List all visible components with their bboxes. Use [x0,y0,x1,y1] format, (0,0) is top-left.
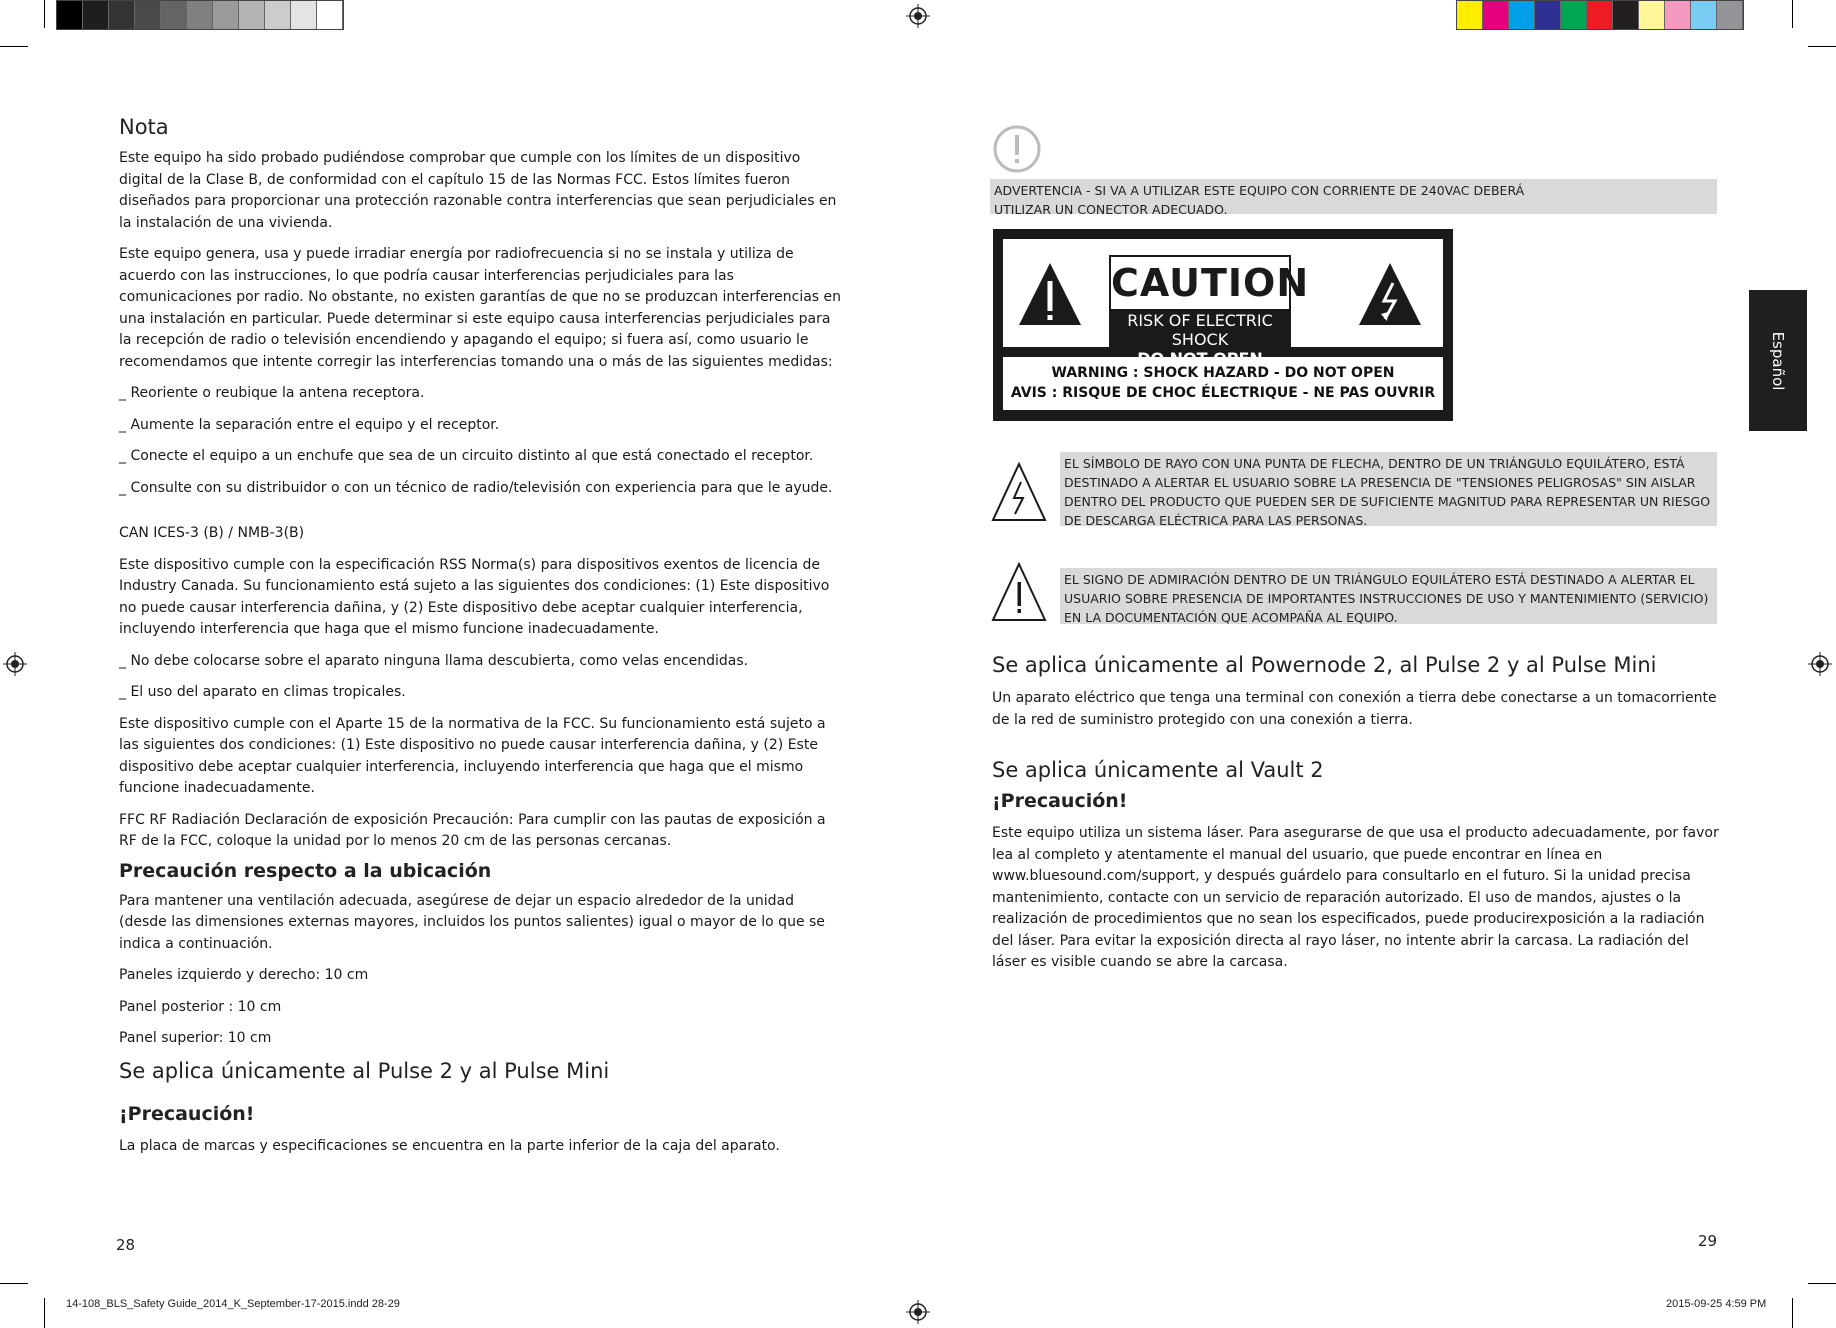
pulse-section-title: Se aplica únicamente al Pulse 2 y al Pulse Mini [119,1058,610,1083]
color-swatch [1639,1,1665,29]
color-swatch [317,1,343,29]
registration-mark-icon [906,1300,930,1324]
exclamation-triangle-icon [991,560,1047,624]
warning-french: AVIS : RISQUE DE CHOC ÉLECTRIQUE - NE PAS OUVRIR [1010,385,1436,401]
lightning-triangle-icon [1357,261,1423,327]
color-swatch [135,1,161,29]
caution-label-top [1003,239,1443,347]
bullet-item: _ Reoriente o reubique la antena receptora. [119,385,425,401]
registration-mark-icon [3,652,27,676]
ubicacion-title: Precaución respecto a la ubicación [119,859,492,882]
vault-precaucion-title: ¡Precaución! [992,790,1128,812]
color-swatch [265,1,291,29]
rayo-symbol-box: EL SÍMBOLO DE RAYO CON UNA PUNTA DE FLECHA, DENTRO DE UN TRIÁNGULO EQUILÁTERO, ESTÁ DESTINADO A ALERTAR EL USUARIO SOBRE LA PRESENCIA DE "TENSIONES PELIGROSAS" SIN AISLAR DENTRO DEL PRODUCTO QUE PUEDEN SER DE SUFICIENTE MAGNITUD PARA REPRESENTAR UN RIESGO DE DESCARGA ELÉCTRICA PARA LAS PERSONAS. [1060,452,1717,526]
footer-date: 2015-09-25 4:59 PM [1666,1298,1767,1310]
admiracion-symbol-box: EL SIGNO DE ADMIRACIÓN DENTRO DE UN TRIÁNGULO EQUILÁTERO ESTÁ DESTINADO A ALERTAR EL USUARIO SOBRE PRESENCIA DE IMPORTANTES INSTRUCCIONES DE USO Y MANTENIMIENTO (SERVICIO) EN LA DOCUMENTACIÓN QUE ACOMPAÑA AL EQUIPO. [1060,568,1717,624]
exclamation-triangle-icon [1017,261,1083,327]
color-swatch [1457,1,1483,29]
paragraph-grounding: Un aparato eléctrico que tenga una terminal con conexión a tierra debe conectarse a un tomacorriente de la red de suministro protegido con una conexión a tierra. [992,690,1717,728]
precaucion-title: ¡Precaución! [119,1102,255,1125]
process-color-bar [1456,0,1744,30]
color-swatch [83,1,109,29]
registration-mark-icon [1808,652,1832,676]
color-swatch [1665,1,1691,29]
lightning-triangle-icon [991,460,1047,524]
caution-label [993,229,1453,421]
crop-mark [1808,1283,1836,1284]
nota-title: Nota [119,115,169,139]
caution-label-bottom [1003,357,1443,410]
paragraph-fcc-part-15: Este dispositivo cumple con el Aparte 15 de la normativa de la FCC. Su funcionamiento está sujeto a las siguientes dos condiciones: (1) Este dispositivo no puede causar interferencia dañina, y (2) Este dispositivo debe aceptar cualquier interferencia, incluyendo interferencia que haga que el mismo funcione inadecuadamente. [119,715,826,796]
color-swatch [1509,1,1535,29]
color-swatch [57,1,83,29]
grayscale-color-bar [56,0,344,30]
crop-mark [0,46,28,47]
color-swatch [1587,1,1613,29]
footer-file-name: 14-108_BLS_Safety Guide_2014_K_September-17-2015.indd 28-29 [66,1298,400,1310]
paragraph-fcc-interference: Este equipo genera, usa y puede irradiar energía por radiofrecuencia si no se instala y utiliza de acuerdo con las instrucciones, lo que podría causar interferencias perjudiciales para las comunicaciones por radio. No obstante, no existen garantías de que no se produzcan interferencias en una instalación en particular. Puede determinar si este equipo causa interferencias perjudiciales para la recepción de radio o televisión encendiendo y apagando el equipo; si fuera así, como usuario le recomendamos que intente corregir las interferencias tomando una o más de las siguientes medidas: [119,246,842,370]
color-swatch [1717,1,1743,29]
vault-section-title: Se aplica únicamente al Vault 2 [992,758,1324,782]
color-swatch [1535,1,1561,29]
paragraph-label-location: La placa de marcas y especificaciones se encuentra en la parte inferior de la caja del aparato. [119,1137,780,1154]
right-page-content [992,652,1719,974]
bullet-item: _ Consulte con su distribuidor o con un técnico de radio/televisión con experiencia para que le ayude. [119,479,833,496]
paragraph-fcc-class-b: Este equipo ha sido probado pudiéndose comprobar que cumple con los límites de un dispositivo digital de la Clase B, de conformidad con el capítulo 15 de las Normas FCC. Estos límites fueron diseñados para proporcionar una protección razonable contra interferencias que sean perjudiciales en la instalación de una vivienda. [119,150,837,231]
caution-title: CAUTION [1111,261,1310,305]
caution-line-1: RISK OF ELECTRIC SHOCK [1127,311,1273,349]
warning-english: WARNING : SHOCK HAZARD - DO NOT OPEN [1051,365,1395,381]
bullet-item: _ Aumente la separación entre el equipo y el receptor. [119,416,500,433]
spacing-rear: Panel posterior : 10 cm [119,998,282,1015]
paragraph-industry-canada: Este dispositivo cumple con la especificación RSS Norma(s) para dispositivos exentos de licencia de Industry Canada. Su funcionamiento está sujeto a las siguientes dos condiciones: (1) Este dispositivo no puede causar interferencia dañina, y (2) Este dispositivo debe aceptar cualquier interferencia, incluyendo interferencia que haga que el mismo funcione inadecuadamente. [119,556,830,637]
caution-subtitle [1111,309,1289,351]
color-swatch [213,1,239,29]
paragraph-laser: Este equipo utiliza un sistema láser. Para asegurarse de que usa el producto adecuadamente, por favor lea al completo y atentamente el manual del usuario, que puede encontrar en línea en www.bluesound.com/support, y después guárdelo para consultarlo en el futuro. Si la unidad precisa mantenimiento, contacte con un servicio de reparación autorizado. El uso de mandos, ajustes o la realización de procedimientos que no sean los especificados, puede producirexposición a la radiación del láser. Para evitar la exposición directa al rayo láser, no intente abrir la carcasa. La radiación del láser es visible cuando se abre la carcasa. [992,825,1719,970]
left-page-content [119,114,841,1157]
powernode-section-title: Se aplica únicamente al Powernode 2, al Pulse 2 y al Pulse Mini [992,653,1657,677]
crop-mark [44,0,45,28]
color-swatch [1691,1,1717,29]
crop-mark [1792,1298,1793,1328]
crop-mark [1808,46,1836,47]
color-swatch [161,1,187,29]
color-swatch [1561,1,1587,29]
language-side-tab [1749,290,1807,431]
paragraph-ventilation: Para mantener una ventilación adecuada, asegúrese de dejar un espacio alrededor de la unidad (desde las dimensiones externas mayores, incluidos los puntos salientes) igual o mayor de lo que se indica a continuación. [119,892,825,952]
crop-mark [44,1298,45,1328]
color-swatch [1613,1,1639,29]
color-swatch [239,1,265,29]
bullet-item: _ El uso del aparato en climas tropicales. [119,684,406,700]
advertencia-box: ADVERTENCIA - SI VA A UTILIZAR ESTE EQUIPO CON CORRIENTE DE 240VAC DEBERÁ UTILIZAR UN CONECTOR ADECUADO. [990,179,1717,214]
exclamation-circle-icon [992,124,1042,174]
spacing-sides: Paneles izquierdo y derecho: 10 cm [119,967,369,983]
crop-mark [0,1283,28,1284]
can-ices-title: CAN ICES-3 (B) / NMB-3(B) [119,525,305,541]
paragraph-rf-exposure: FFC RF Radiación Declaración de exposición Precaución: Para cumplir con las pautas de exposición a RF de la FCC, coloque la unidad por lo menos 20 cm de las personas cercanas. [119,811,826,849]
caution-box [1109,255,1310,351]
color-swatch [1483,1,1509,29]
registration-mark-icon [906,4,930,28]
color-swatch [291,1,317,29]
side-tab-label: Español [1769,331,1787,390]
color-swatch [109,1,135,29]
color-swatch [187,1,213,29]
bullet-item: _ Conecte el equipo a un enchufe que sea de un circuito distinto al que está conectado el receptor. [119,448,814,464]
bullet-item: _ No debe colocarse sobre el aparato ninguna llama descubierta, como velas encendidas. [119,652,749,669]
crop-mark [1792,0,1793,28]
page-number-right: 29 [1698,1232,1718,1250]
spacing-top: Panel superior: 10 cm [119,1030,272,1046]
page-number-left: 28 [116,1236,136,1254]
